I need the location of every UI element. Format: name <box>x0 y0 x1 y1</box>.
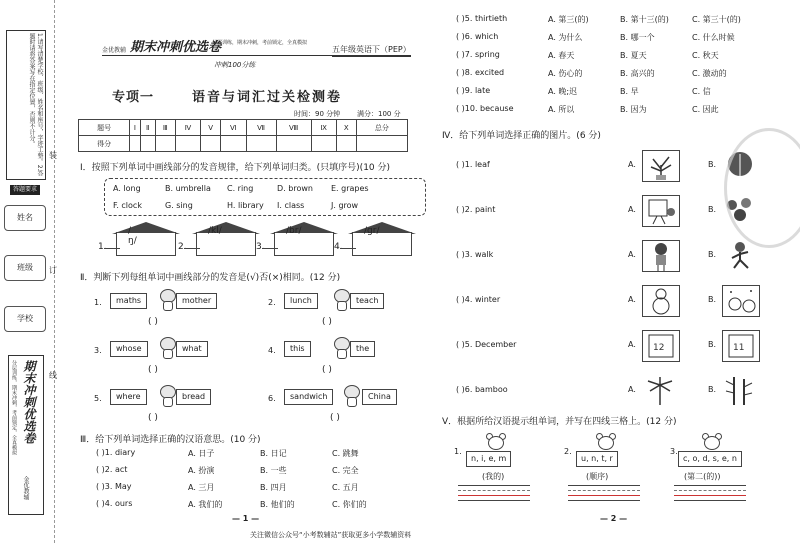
page-1 <box>62 0 434 543</box>
q1-house-num: 1. <box>98 242 107 252</box>
binding-strip <box>0 0 55 543</box>
page-number: — 2 — <box>600 514 628 523</box>
q3-option-a[interactable]: A. 晚;迟 <box>548 87 578 96</box>
q2-word-a: maths <box>110 293 147 309</box>
q3-heading: Ⅲ．给下列单词选择正确的汉语意思。(10 分) <box>80 435 261 445</box>
score-cell: Ⅶ <box>246 120 276 136</box>
q2-word-b: mother <box>176 293 217 309</box>
q2-answer[interactable]: ( ) <box>322 365 332 375</box>
q3-option-b[interactable]: B. 高兴的 <box>620 69 655 78</box>
q3-option-a[interactable]: A. 春天 <box>548 51 575 60</box>
strip-logo-sub: 分层训练，期末冲刺，考前锁定，全真模拟 <box>11 360 17 455</box>
q5-num: 1. <box>454 447 462 456</box>
bear-icon <box>594 433 618 451</box>
q1-answer-line[interactable] <box>104 248 120 249</box>
q5-num: 2. <box>564 447 572 456</box>
q2-pair-num: 2. <box>268 298 276 307</box>
score-input[interactable] <box>130 136 141 152</box>
q3-option-b[interactable]: B. 日记 <box>260 449 287 458</box>
q3-option-b[interactable]: B. 四月 <box>260 483 287 492</box>
q4-label-b: B. <box>708 385 717 394</box>
q4-heading: Ⅳ．给下列单词选择正确的图片。(6 分) <box>442 131 601 141</box>
q4-label-b: B. <box>708 295 717 304</box>
q2-pair-num: 5. <box>94 394 102 403</box>
notice-badge: 答题要求 <box>10 185 40 195</box>
q3-option-c[interactable]: C. 跳舞 <box>332 449 359 458</box>
bamboo-image[interactable] <box>722 375 760 407</box>
class-field[interactable]: 班级 <box>4 255 46 281</box>
q3-question[interactable]: ( )10. because <box>456 104 514 113</box>
q2-word-b: bread <box>176 389 211 405</box>
q3-option-a[interactable]: A. 为什么 <box>548 33 583 42</box>
q2-pair-num: 4. <box>268 346 276 355</box>
q4-question[interactable]: ( )4. winter <box>456 295 501 304</box>
score-row-label: 得分 <box>79 136 130 152</box>
mascot-icon <box>158 337 178 359</box>
q2-answer[interactable]: ( ) <box>330 413 340 423</box>
q2-word-a: this <box>284 341 311 357</box>
q3-question[interactable]: ( )5. thirtieth <box>456 14 508 23</box>
q1-word: H. library <box>227 201 264 210</box>
q1-word: F. clock <box>113 201 142 210</box>
snow-scene-image[interactable] <box>722 285 760 317</box>
q3-option-c[interactable]: C. 完全 <box>332 466 359 475</box>
svg-text:12: 12 <box>653 343 665 353</box>
score-input[interactable] <box>311 136 336 152</box>
score-table-score-row <box>79 136 408 152</box>
calendar-12-image[interactable] <box>642 330 680 362</box>
score-input[interactable] <box>246 136 276 152</box>
q3-option-a[interactable]: A. 所以 <box>548 105 575 114</box>
q2-word-a: lunch <box>284 293 318 309</box>
mascot-icon <box>158 385 178 407</box>
q1-word: J. grow <box>331 201 359 210</box>
q2-word-a: where <box>110 389 147 405</box>
q5-hint: (顺序) <box>586 472 609 481</box>
bear-icon <box>700 433 724 451</box>
q1-word: B. umbrella <box>165 184 211 193</box>
score-cell: Ⅳ <box>175 120 200 136</box>
score-cell: Ⅹ <box>336 120 356 136</box>
mascot-icon <box>342 385 362 407</box>
q4-label-b: B. <box>708 340 717 349</box>
q3-option-b[interactable]: B. 夏天 <box>620 51 647 60</box>
score-cell: 总分 <box>356 120 407 136</box>
q1-word: D. brown <box>277 184 313 193</box>
painting-image[interactable] <box>642 195 680 227</box>
score-cell: Ⅱ <box>140 120 155 136</box>
score-input[interactable] <box>336 136 356 152</box>
q4-label-a: A. <box>628 295 636 304</box>
unit-name: 语音与词汇过关检测卷 <box>192 90 343 105</box>
q1-house-ipa: /kl/ <box>208 226 222 236</box>
page-2 <box>440 0 795 543</box>
q4-label-b: B. <box>708 205 717 214</box>
q3-question[interactable]: ( )9. late <box>456 86 491 95</box>
q3-option-c[interactable]: C. 什么时候 <box>692 33 735 42</box>
q3-option-b[interactable]: B. 他们的 <box>260 500 295 509</box>
q4-question[interactable]: ( )2. paint <box>456 205 496 214</box>
score-cell: Ⅲ <box>155 120 175 136</box>
q1-word-box <box>104 178 426 216</box>
school-field[interactable]: 学校 <box>4 306 46 332</box>
score-input[interactable] <box>155 136 175 152</box>
score-cell: Ⅴ <box>201 120 221 136</box>
header-rule <box>102 55 392 56</box>
page-number: — 1 — <box>232 514 260 523</box>
strip-logo-brand: 金优教辅 <box>22 476 29 500</box>
q1-word: A. long <box>113 184 141 193</box>
q3-option-b[interactable]: B. 哪一个 <box>620 33 655 42</box>
score-cell: 题号 <box>79 120 130 136</box>
q4-label-a: A. <box>628 340 636 349</box>
q3-option-a[interactable]: A. 第三(的) <box>548 15 589 24</box>
q1-house-ipa: /gr/ <box>364 226 380 236</box>
bind-mark-3: 线 <box>49 371 57 380</box>
plant-image[interactable] <box>642 150 680 182</box>
q3-option-b[interactable]: B. 一些 <box>260 466 287 475</box>
q4-label-a: A. <box>628 385 636 394</box>
q2-pair-num: 6. <box>268 394 276 403</box>
q2-word-b: China <box>362 389 397 405</box>
strip-logo-title: 期末冲刺优选卷 <box>22 360 36 444</box>
score-input[interactable] <box>276 136 311 152</box>
q2-word-b: the <box>350 341 375 357</box>
score-cell: Ⅵ <box>221 120 246 136</box>
q2-answer[interactable]: ( ) <box>148 413 158 423</box>
snowman-image[interactable] <box>642 285 680 317</box>
q3-option-a[interactable]: A. 扮演 <box>188 466 215 475</box>
q3-question[interactable]: ( )4. ours <box>96 499 133 508</box>
q2-word-a: sandwich <box>284 389 333 405</box>
q3-question[interactable]: ( )8. excited <box>456 68 505 77</box>
mascot-icon <box>332 337 352 359</box>
q1-house-num: 3. <box>256 242 265 252</box>
score-table <box>78 119 408 152</box>
q1-word: I. class <box>277 201 305 210</box>
q4-label-a: A. <box>628 250 636 259</box>
q1-word: E. grapes <box>331 184 369 193</box>
tagline: 冲刺100分练 <box>214 61 256 69</box>
q4-question[interactable]: ( )6. bamboo <box>456 385 508 394</box>
brand-title: 期末冲刺优选卷 <box>130 40 222 55</box>
footer-note: 关注微信公众号“小考数辅站”获取更多小学数辅资料 <box>250 531 412 539</box>
q2-word-a: whose <box>110 341 148 357</box>
q2-pair-num: 1. <box>94 298 102 307</box>
q4-label-b: B. <box>708 250 717 259</box>
q2-word-b: what <box>176 341 208 357</box>
q2-answer[interactable]: ( ) <box>148 365 158 375</box>
publisher-logo: 金优教辅 <box>102 47 127 54</box>
q1-heading: Ⅰ．按照下列单词中画线部分的发音规律，给下列单词归类。(只填序号)(10 分) <box>80 163 391 173</box>
q4-label-a: A. <box>628 160 636 169</box>
q4-question[interactable]: ( )5. December <box>456 340 517 349</box>
q3-option-a[interactable]: A. 伤心的 <box>548 69 583 78</box>
q5-letters: u, n, t, r <box>576 451 618 467</box>
strip-logo <box>8 355 44 515</box>
q3-question[interactable]: ( )3. May <box>96 482 132 491</box>
q4-label-b: B. <box>708 160 717 169</box>
q1-answer-line[interactable] <box>262 248 278 249</box>
q3-option-c[interactable]: C. 五月 <box>332 483 359 492</box>
q3-option-a[interactable]: A. 我们的 <box>188 500 223 509</box>
girl-image[interactable] <box>642 240 680 272</box>
q3-option-c[interactable]: C. 信 <box>692 87 711 96</box>
q1-house-num: 4. <box>334 242 343 252</box>
q1-word: G. sing <box>165 201 193 210</box>
bind-mark-2: 订 <box>49 266 57 275</box>
q3-option-b[interactable]: B. 早 <box>620 87 639 96</box>
q3-question[interactable]: ( )7. spring <box>456 50 500 59</box>
four-line-grid[interactable] <box>458 485 530 501</box>
q3-option-a[interactable]: A. 日子 <box>188 449 215 458</box>
q3-option-c[interactable]: C. 第三十(的) <box>692 15 741 24</box>
q3-option-a[interactable]: A. 三月 <box>188 483 215 492</box>
grade-label: 五年级英语下（PEP） <box>332 44 411 57</box>
q3-question[interactable]: ( )1. diary <box>96 448 136 457</box>
q3-option-c[interactable]: C. 你们的 <box>332 500 367 509</box>
svg-text:11: 11 <box>733 343 745 353</box>
calendar-11-image[interactable] <box>722 330 760 362</box>
q1-word: C. ring <box>227 184 254 193</box>
score-input[interactable] <box>201 136 221 152</box>
q5-hint: (我的) <box>482 472 505 481</box>
score-table-header-row <box>79 120 408 136</box>
score-cell: Ⅸ <box>311 120 336 136</box>
score-cell: Ⅷ <box>276 120 311 136</box>
q5-letters: c, o, d, s, e, n <box>678 451 742 467</box>
score-input[interactable] <box>140 136 155 152</box>
brand-slogan: 分层训练，期末冲刺，考前锁定，全真模拟 <box>212 40 308 46</box>
q1-answer-line[interactable] <box>184 248 200 249</box>
q2-word-b: teach <box>350 293 384 309</box>
q1-house-ipa: /br/ <box>286 226 302 236</box>
q4-question[interactable]: ( )1. leaf <box>456 160 490 169</box>
bear-icon <box>484 433 508 451</box>
q3-option-b[interactable]: B. 因为 <box>620 105 647 114</box>
q3-option-c[interactable]: C. 因此 <box>692 105 719 114</box>
name-field[interactable]: 姓名 <box>4 205 46 231</box>
score-input[interactable] <box>356 136 407 152</box>
bind-mark-1: 装 <box>49 151 57 160</box>
unit-title: 专项一 <box>112 90 155 105</box>
score-cell: Ⅰ <box>130 120 141 136</box>
q3-question[interactable]: ( )6. which <box>456 32 499 41</box>
q4-label-a: A. <box>628 205 636 214</box>
exam-notice: 1.请写清楚学校、班级、姓名和座号，字迹工整。2.答题时请将答案写在指定位置，否则不计分。 <box>6 30 46 180</box>
q5-heading: Ⅴ．根据所给汉语提示组单词，并写在四线三格上。(12 分) <box>442 417 677 427</box>
q2-heading: Ⅱ．判断下列每组单词中画线部分的发音是(√)否(×)相同。(12 分) <box>80 273 341 283</box>
full-score: 满分：100 分 <box>357 110 401 118</box>
palm-tree-image[interactable] <box>642 375 680 407</box>
q5-hint: (第二(的)) <box>684 472 721 481</box>
q3-option-b[interactable]: B. 第十三(的) <box>620 15 669 24</box>
q4-question[interactable]: ( )3. walk <box>456 250 494 259</box>
q3-option-c[interactable]: C. 秋天 <box>692 51 719 60</box>
q2-pair-num: 3. <box>94 346 102 355</box>
score-input[interactable] <box>175 136 200 152</box>
q5-num: 3. <box>670 447 678 456</box>
four-line-grid[interactable] <box>674 485 746 501</box>
score-input[interactable] <box>221 136 246 152</box>
q1-house-num: 2. <box>178 242 187 252</box>
four-line-grid[interactable] <box>568 485 640 501</box>
q5-letters: n, i, e, m <box>466 451 511 467</box>
q1-house-ipa: /ŋ/ <box>128 226 137 246</box>
q2-answer[interactable]: ( ) <box>322 317 332 327</box>
q3-option-c[interactable]: C. 激动的 <box>692 69 727 78</box>
q1-answer-line[interactable] <box>340 248 356 249</box>
mascot-icon <box>332 289 352 311</box>
q3-question[interactable]: ( )2. act <box>96 465 128 474</box>
q2-answer[interactable]: ( ) <box>148 317 158 327</box>
exam-time: 时间：90 分钟 <box>294 110 341 118</box>
mascot-icon <box>158 289 178 311</box>
